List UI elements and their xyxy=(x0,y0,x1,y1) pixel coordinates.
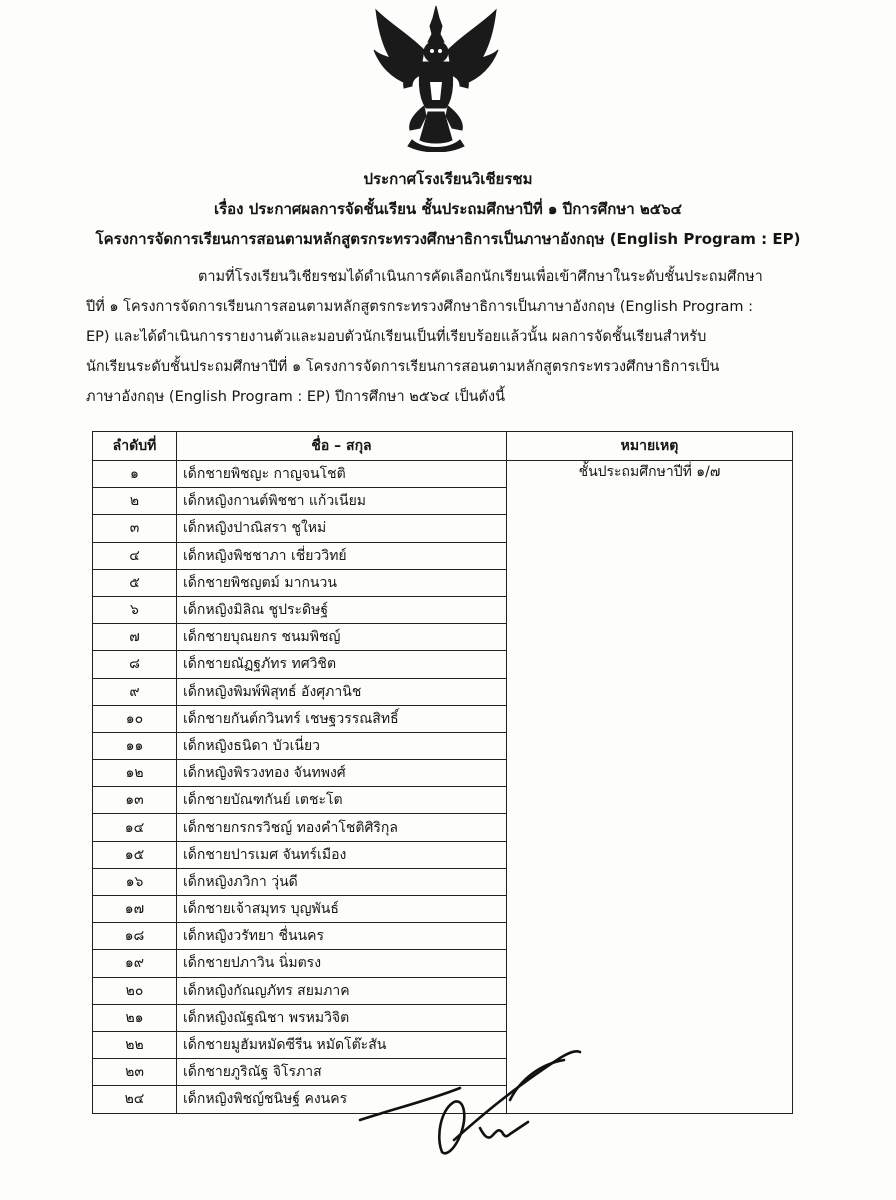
program-name: โครงการจัดการเรียนการสอนตามหลักสูตรกระทรวงศึกษาธิการเป็นภาษาอังกฤษ (English Program : EP) xyxy=(95,230,801,248)
row-number: ๑๗ xyxy=(93,896,177,923)
row-number: ๒ xyxy=(93,488,177,515)
row-number: ๒๔ xyxy=(93,1086,177,1113)
column-header-note: หมายเหตุ xyxy=(507,432,793,461)
row-number: ๑๘ xyxy=(93,923,177,950)
intro-line: ตามที่โรงเรียนวิเชียรชมได้ดำเนินการคัดเลือกนักเรียนเพื่อเข้าศึกษาในระดับชั้นประถมศึกษา xyxy=(198,269,763,285)
intro-line: ปีที่ ๑ โครงการจัดการเรียนการสอนตามหลักสูตรกระทรวงศึกษาธิการเป็นภาษาอังกฤษ (English Program : xyxy=(86,299,754,315)
garuda-emblem-icon xyxy=(368,4,504,152)
announcement-title: ประกาศโรงเรียนวิเชียรชม xyxy=(363,170,533,188)
intro-line: EP) และได้ดำเนินการรายงานตัวและมอบตัวนักเรียนเป็นที่เรียบร้อยแล้วนั้น ผลการจัดชั้นเรียนสำหรับ xyxy=(86,329,707,345)
intro-line: ภาษาอังกฤษ (English Program : EP) ปีการศึกษา ๒๕๖๔ เป็นดังนี้ xyxy=(86,389,505,405)
student-name: เด็กหญิงธนิดา บัวเนี่ยว xyxy=(177,732,507,759)
student-name: เด็กชายพิชญะ กาญจนโชติ xyxy=(177,461,507,488)
row-number: ๑๖ xyxy=(93,868,177,895)
student-name: เด็กหญิงภวิกา วุ่นดี xyxy=(177,868,507,895)
intro-line: นักเรียนระดับชั้นประถมศึกษาปีที่ ๑ โครงการจัดการเรียนการสอนตามหลักสูตรกระทรวงศึกษาธิการเป็น xyxy=(86,359,720,375)
student-name: เด็กชายกันต์กวินทร์ เชษฐวรรณสิทธิ์ xyxy=(177,705,507,732)
student-name: เด็กหญิงพิชญ์ชนิษฐ์ คงนคร xyxy=(177,1086,507,1113)
row-number: ๑๑ xyxy=(93,732,177,759)
student-name: เด็กชายปารเมศ จันทร์เมือง xyxy=(177,841,507,868)
student-name: เด็กหญิงวรัทยา ชื่นนคร xyxy=(177,923,507,950)
column-header-number: ลำดับที่ xyxy=(93,432,177,461)
intro-paragraph xyxy=(86,262,796,412)
table-header-row xyxy=(93,432,793,461)
row-number: ๕ xyxy=(93,569,177,596)
row-number: ๑๐ xyxy=(93,705,177,732)
column-header-name: ชื่อ – สกุล xyxy=(177,432,507,461)
student-name: เด็กหญิงพิมพ์พิสุทธ์ อังศุภานิช xyxy=(177,678,507,705)
row-number: ๑๔ xyxy=(93,814,177,841)
student-name: เด็กชายณัฏฐภัทร ทศวิชิต xyxy=(177,651,507,678)
student-name: เด็กหญิงมิลิณ ชูประดิษฐ์ xyxy=(177,596,507,623)
student-name: เด็กชายพิชญตม์ มากนวน xyxy=(177,569,507,596)
student-name: เด็กหญิงพิรวงทอง จันทพงศ์ xyxy=(177,760,507,787)
row-number: ๓ xyxy=(93,515,177,542)
row-number: ๘ xyxy=(93,651,177,678)
student-name: เด็กชายบุณยกร ชนมพิชญ์ xyxy=(177,624,507,651)
announcement-header xyxy=(0,164,896,254)
student-name: เด็กหญิงกัณญภัทร สยมภาค xyxy=(177,977,507,1004)
row-number: ๖ xyxy=(93,596,177,623)
student-name: เด็กหญิงณัฐณิชา พรหมวิจิต xyxy=(177,1004,507,1031)
row-number: ๑๕ xyxy=(93,841,177,868)
student-name: เด็กชายปภาวิน นิ่มตรง xyxy=(177,950,507,977)
student-name: เด็กชายเจ้าสมุทร บุญพันธ์ xyxy=(177,896,507,923)
announcement-subject: เรื่อง ประกาศผลการจัดชั้นเรียน ชั้นประถมศึกษาปีที่ ๑ ปีการศึกษา ๒๕๖๔ xyxy=(213,200,683,218)
student-name: เด็กชายมูฮัมหมัดซีรีน หมัดโต๊ะสัน xyxy=(177,1031,507,1058)
row-number: ๑๒ xyxy=(93,760,177,787)
student-name: เด็กชายบัณฑกันย์ เตชะโต xyxy=(177,787,507,814)
table-row xyxy=(93,461,793,488)
row-number: ๔ xyxy=(93,542,177,569)
row-number: ๒๓ xyxy=(93,1059,177,1086)
student-name: เด็กหญิงกานต์พิชชา แก้วเนียม xyxy=(177,488,507,515)
student-name: เด็กหญิงพิชชาภา เชี่ยววิทย์ xyxy=(177,542,507,569)
row-number: ๒๑ xyxy=(93,1004,177,1031)
row-number: ๙ xyxy=(93,678,177,705)
student-name: เด็กชายภูริณัฐ จิโรภาส xyxy=(177,1059,507,1086)
student-class-table xyxy=(92,431,793,1114)
row-number: ๗ xyxy=(93,624,177,651)
row-number: ๑ xyxy=(93,461,177,488)
student-name: เด็กชายกรกรวิชญ์ ทองคำโชติศิริกุล xyxy=(177,814,507,841)
row-number: ๒๐ xyxy=(93,977,177,1004)
row-number: ๑๓ xyxy=(93,787,177,814)
student-name: เด็กหญิงปาณิสรา ชูใหม่ xyxy=(177,515,507,542)
class-note: ชั้นประถมศึกษาปีที่ ๑/๗ xyxy=(507,461,793,1114)
row-number: ๒๒ xyxy=(93,1031,177,1058)
row-number: ๑๙ xyxy=(93,950,177,977)
